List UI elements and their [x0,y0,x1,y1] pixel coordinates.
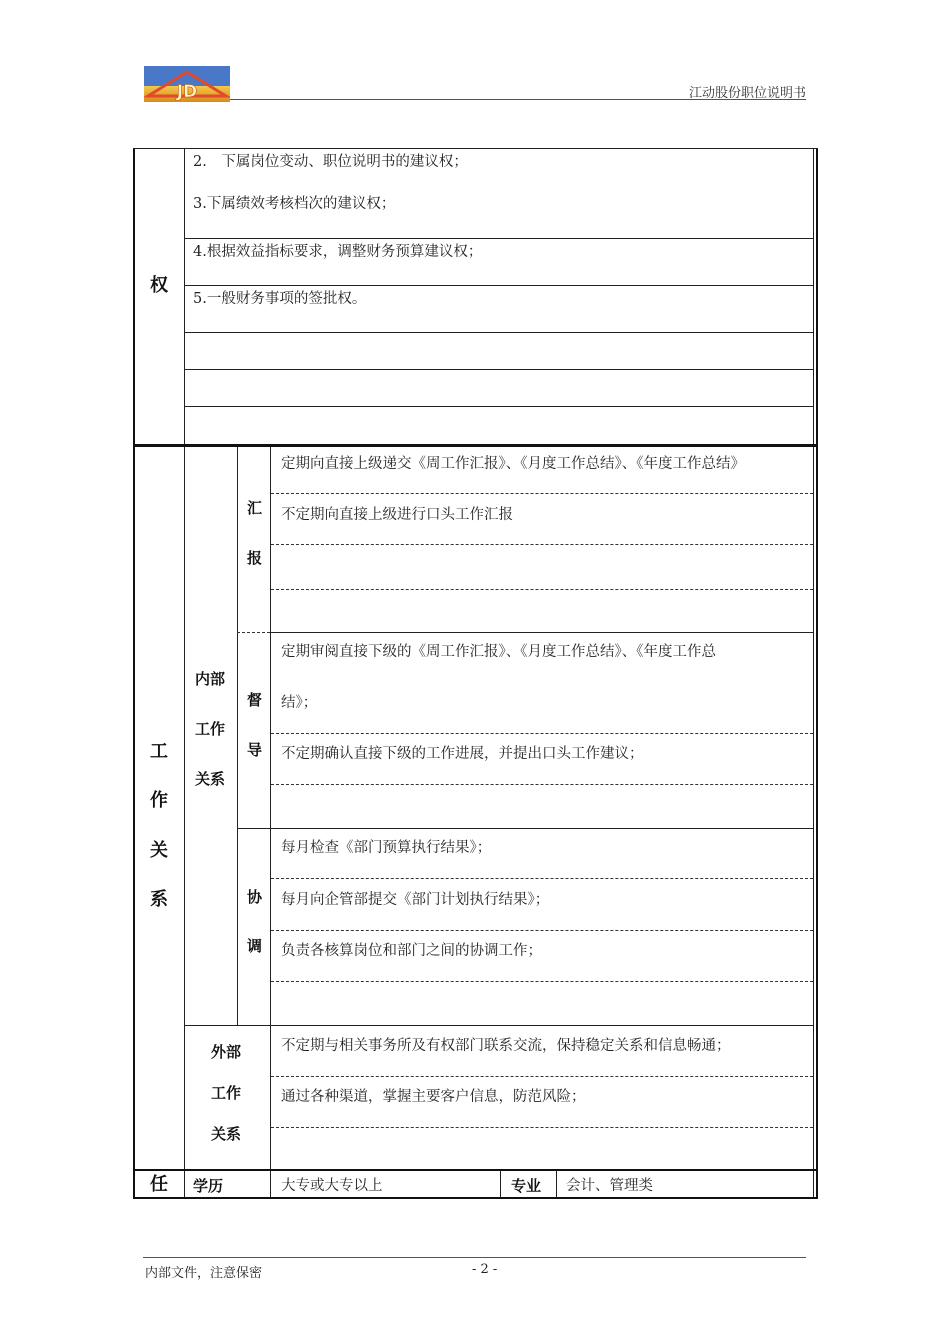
rights-item: 3.下属绩效考核档次的建议权； [193,196,396,212]
external-label: 工作 [211,1084,242,1102]
internal-label: 关系 [195,770,226,788]
relations-label-char: 系 [150,889,168,910]
header-divider [230,99,806,100]
logo-lettering: JD [176,82,198,102]
header-title: 江动股份职位说明书 [688,86,806,101]
report-item: 不定期向直接上级进行口头工作汇报 [281,507,513,523]
supervise-item: 结》； [281,695,318,711]
major-label: 专业 [511,1177,542,1195]
relations-label-char: 工 [150,741,168,762]
report-label: 汇 [247,499,263,517]
report-item: 定期向直接上级递交《周工作汇报》、《月度工作总结》、《年度工作总结》 [281,456,745,472]
internal-label: 内部 [195,670,226,688]
internal-label: 工作 [195,720,226,738]
relations-label-char: 关 [150,840,168,861]
company-logo [144,66,230,102]
coordinate-label: 调 [247,937,263,955]
report-label: 报 [247,549,263,567]
supervise-item: 定期审阅直接下级的《周工作汇报》、《月度工作总结》、《年度工作总 [281,644,716,660]
education-label: 学历 [193,1177,224,1195]
external-item: 通过各种渠道，掌握主要客户信息，防范风险； [281,1089,586,1105]
relations-label-char: 作 [150,790,168,811]
rights-item: 2. 下属岗位变动、职位说明书的建议权； [193,154,468,170]
coordinate-item: 每月向企管部提交《部门计划执行结果》； [281,892,550,908]
page-number: - 2 - [472,1262,498,1277]
coordinate-item: 负责各核算岗位和部门之间的协调工作； [281,943,542,959]
external-label: 关系 [211,1125,242,1143]
coordinate-item: 每月检查《部门预算执行结果》； [281,840,492,856]
qualification-label: 任 [150,1174,168,1195]
supervise-label: 导 [247,741,263,759]
education-value: 大专或大专以上 [281,1178,383,1194]
supervise-item: 不定期确认直接下级的工作进展，并提出口头工作建议； [281,746,644,762]
external-item: 不定期与相关事务所及有权部门联系交流，保持稳定关系和信息畅通； [281,1038,731,1054]
footer-divider [143,1257,806,1258]
major-value: 会计、管理类 [566,1178,653,1194]
external-label: 外部 [211,1043,242,1061]
coordinate-label: 协 [247,888,263,906]
footer-confidential: 内部文件，注意保密 [145,1266,263,1281]
rights-item: 4.根据效益指标要求，调整财务预算建议权； [193,244,483,260]
supervise-label: 督 [247,691,263,709]
rights-item: 5.一般财务事项的签批权。 [193,291,367,307]
rights-label: 权 [150,275,168,296]
